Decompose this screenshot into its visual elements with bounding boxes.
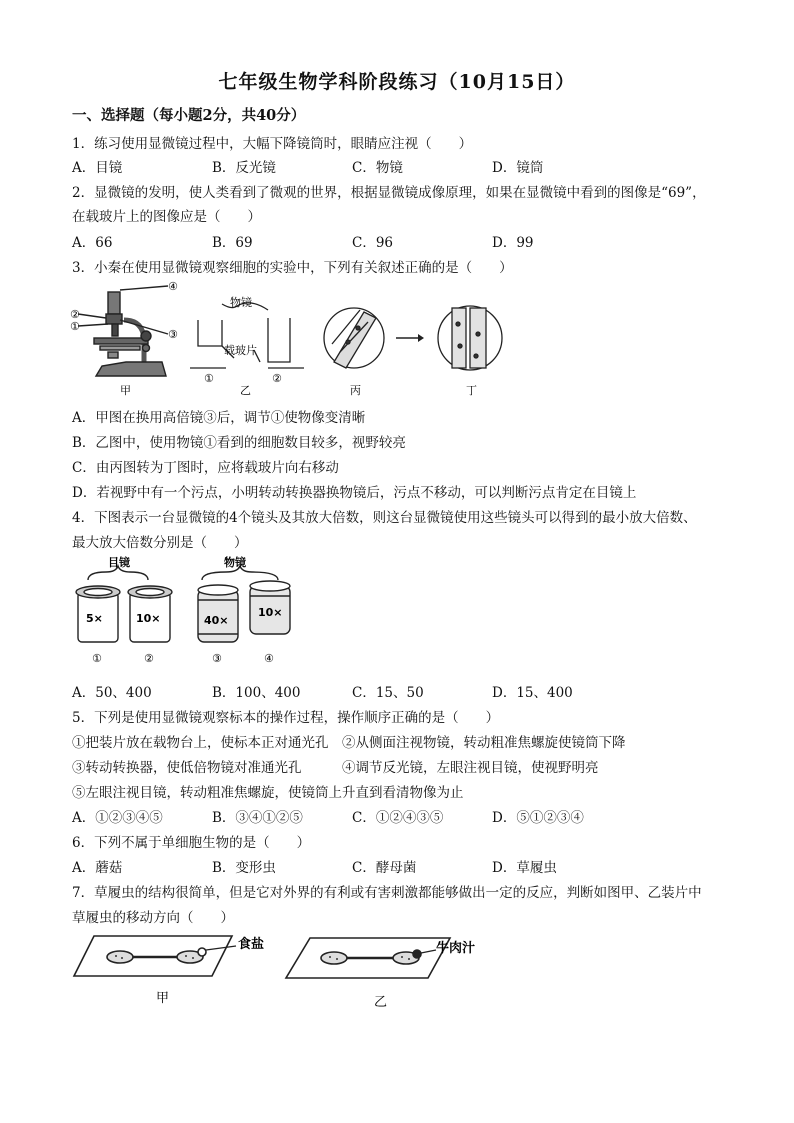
question-7-text-line1: 7．草履虫的结构很简单，但是它对外界的有利或有害刺激都能够做出一定的反应，判断如图甲、乙装片中	[72, 885, 702, 901]
question-2-text-line2: 在载玻片上的图像应是（ ）	[72, 209, 261, 225]
fig-label-2: ②	[70, 308, 80, 321]
page-title: 七年级生物学科阶段练习（10月15日）	[218, 71, 576, 93]
q3-option-d: D．若视野中有一个污点，小明转动转换器换物镜后，污点不移动，可以判断污点肯定在目镜上	[72, 485, 637, 501]
q3-option-c: C．由丙图转为丁图时，应将载玻片向右移动	[72, 460, 339, 476]
fig-label-yi-2: ②	[272, 372, 282, 385]
fig-label-1: ①	[70, 320, 80, 333]
fig-label-jia: 甲	[156, 991, 170, 1006]
fig-label-yi: 乙	[240, 384, 251, 397]
question-1-options	[72, 156, 722, 176]
question-4-text-line2: 最大放大倍数分别是（ ）	[72, 535, 248, 551]
lens-4-magnification: 10×	[258, 606, 283, 619]
fig-label-jia: 甲	[120, 384, 131, 397]
q6-option-a: A．蘑菇	[72, 860, 123, 876]
microscope-drawing	[78, 286, 168, 376]
q2-option-a: A．66	[72, 235, 113, 251]
slide-yi	[286, 938, 450, 978]
q5-step-line3: ⑤左眼注视目镜，转动粗准焦螺旋，使镜筒上升直到看清物像为止	[72, 785, 464, 801]
question-4-text-line1: 4．下图表示一台显微镜的4个镜头及其放大倍数，则这台显微镜使用这些镜头可以得到的最小放大倍数、	[72, 510, 697, 526]
fig-label-yi: 乙	[374, 995, 388, 1010]
q2-option-b: B．69	[212, 235, 253, 251]
fig-label-salt: 食盐	[238, 937, 265, 952]
q5-option-c: C．①②④③⑤	[352, 810, 444, 826]
question-6-options	[72, 856, 722, 876]
q4-lens-figure	[72, 556, 312, 671]
fig-label-ding: 丁	[466, 384, 477, 397]
q1-option-c: C．物镜	[352, 160, 403, 176]
q6-option-c: C．酵母菌	[352, 860, 417, 876]
fig-label-slide: 载玻片	[224, 344, 257, 357]
q3-option-a: A．甲图在换用高倍镜③后，调节①使物像变清晰	[72, 410, 366, 426]
q4-option-b: B．100、400	[212, 685, 301, 701]
arrow-icon	[396, 334, 424, 342]
view-field-ding	[438, 306, 502, 370]
fig-label-bing: 丙	[350, 384, 361, 397]
fig-label-objective: 物镜	[224, 556, 246, 569]
fig-label-objective: 物镜	[230, 296, 252, 309]
q2-option-c: C．96	[352, 235, 394, 251]
q5-option-a: A．①②③④⑤	[72, 810, 163, 826]
view-field-bing	[324, 308, 384, 368]
lens-3-magnification: 40×	[204, 614, 229, 627]
question-2-text-line1: 2．显微镜的发明，使人类看到了微观的世界，根据显微镜成像原理，如果在显微镜中看到的图像是“69”，	[72, 185, 706, 201]
q5-step-line2: ③转动转换器，使低倍物镜对准通光孔 ④调节反光镜，左眼注视目镜，使视野明亮	[72, 760, 599, 776]
fig-label-4: ④	[168, 280, 178, 293]
lens-1-magnification: 5×	[86, 612, 103, 625]
question-6-text: 6．下列不属于单细胞生物的是（ ）	[72, 835, 311, 851]
question-1-text: 1．练习使用显微镜过程中，大幅下降镜筒时，眼睛应注视（ ）	[72, 136, 473, 152]
question-2-options	[72, 231, 722, 251]
q4-option-a: A．50、400	[72, 685, 152, 701]
fig-label-3: ③	[168, 328, 178, 341]
question-5-options	[72, 806, 722, 826]
fig-label-beef-broth: 牛肉汁	[436, 941, 476, 956]
q1-option-a: A．目镜	[72, 160, 123, 176]
q6-option-d: D．草履虫	[492, 860, 557, 876]
q4-option-c: C．15、50	[352, 685, 424, 701]
lens-2-number: ②	[144, 652, 154, 665]
q4-option-d: D．15、400	[492, 685, 573, 701]
question-5-text: 5．下列是使用显微镜观察标本的操作过程，操作顺序正确的是（ ）	[72, 710, 500, 726]
q1-option-d: D．镜筒	[492, 160, 544, 176]
fig-label-yi-1: ①	[204, 372, 214, 385]
lens-2-magnification: 10×	[136, 612, 161, 625]
question-4-options	[72, 681, 722, 701]
lens-1-number: ①	[92, 652, 102, 665]
fig-label-eyepiece: 目镜	[108, 556, 130, 569]
q7-paramecium-figure	[72, 928, 502, 1010]
q5-option-b: B．③④①②⑤	[212, 810, 303, 826]
section-heading: 一、选择题（每小题2分，共40分）	[72, 107, 306, 124]
q3-microscope-figure	[72, 280, 512, 400]
q5-step-line1: ①把装片放在载物台上，使标本正对通光孔 ②从侧面注视物镜，转动粗准焦螺旋使镜筒下降	[72, 735, 626, 751]
q5-option-d: D．⑤①②③④	[492, 810, 584, 826]
question-7-text-line2: 草履虫的移动方向（ ）	[72, 910, 234, 926]
q2-option-d: D．99	[492, 235, 534, 251]
objective-lenses-drawing	[190, 303, 304, 368]
slide-jia	[74, 936, 236, 976]
q1-option-b: B．反光镜	[212, 160, 276, 176]
q3-option-b: B．乙图中，使用物镜①看到的细胞数目较多，视野较亮	[72, 435, 406, 451]
q6-option-b: B．变形虫	[212, 860, 276, 876]
question-3-text: 3．小秦在使用显微镜观察细胞的实验中，下列有关叙述正确的是（ ）	[72, 260, 513, 276]
lens-3-number: ③	[212, 652, 222, 665]
lens-4-number: ④	[264, 652, 274, 665]
